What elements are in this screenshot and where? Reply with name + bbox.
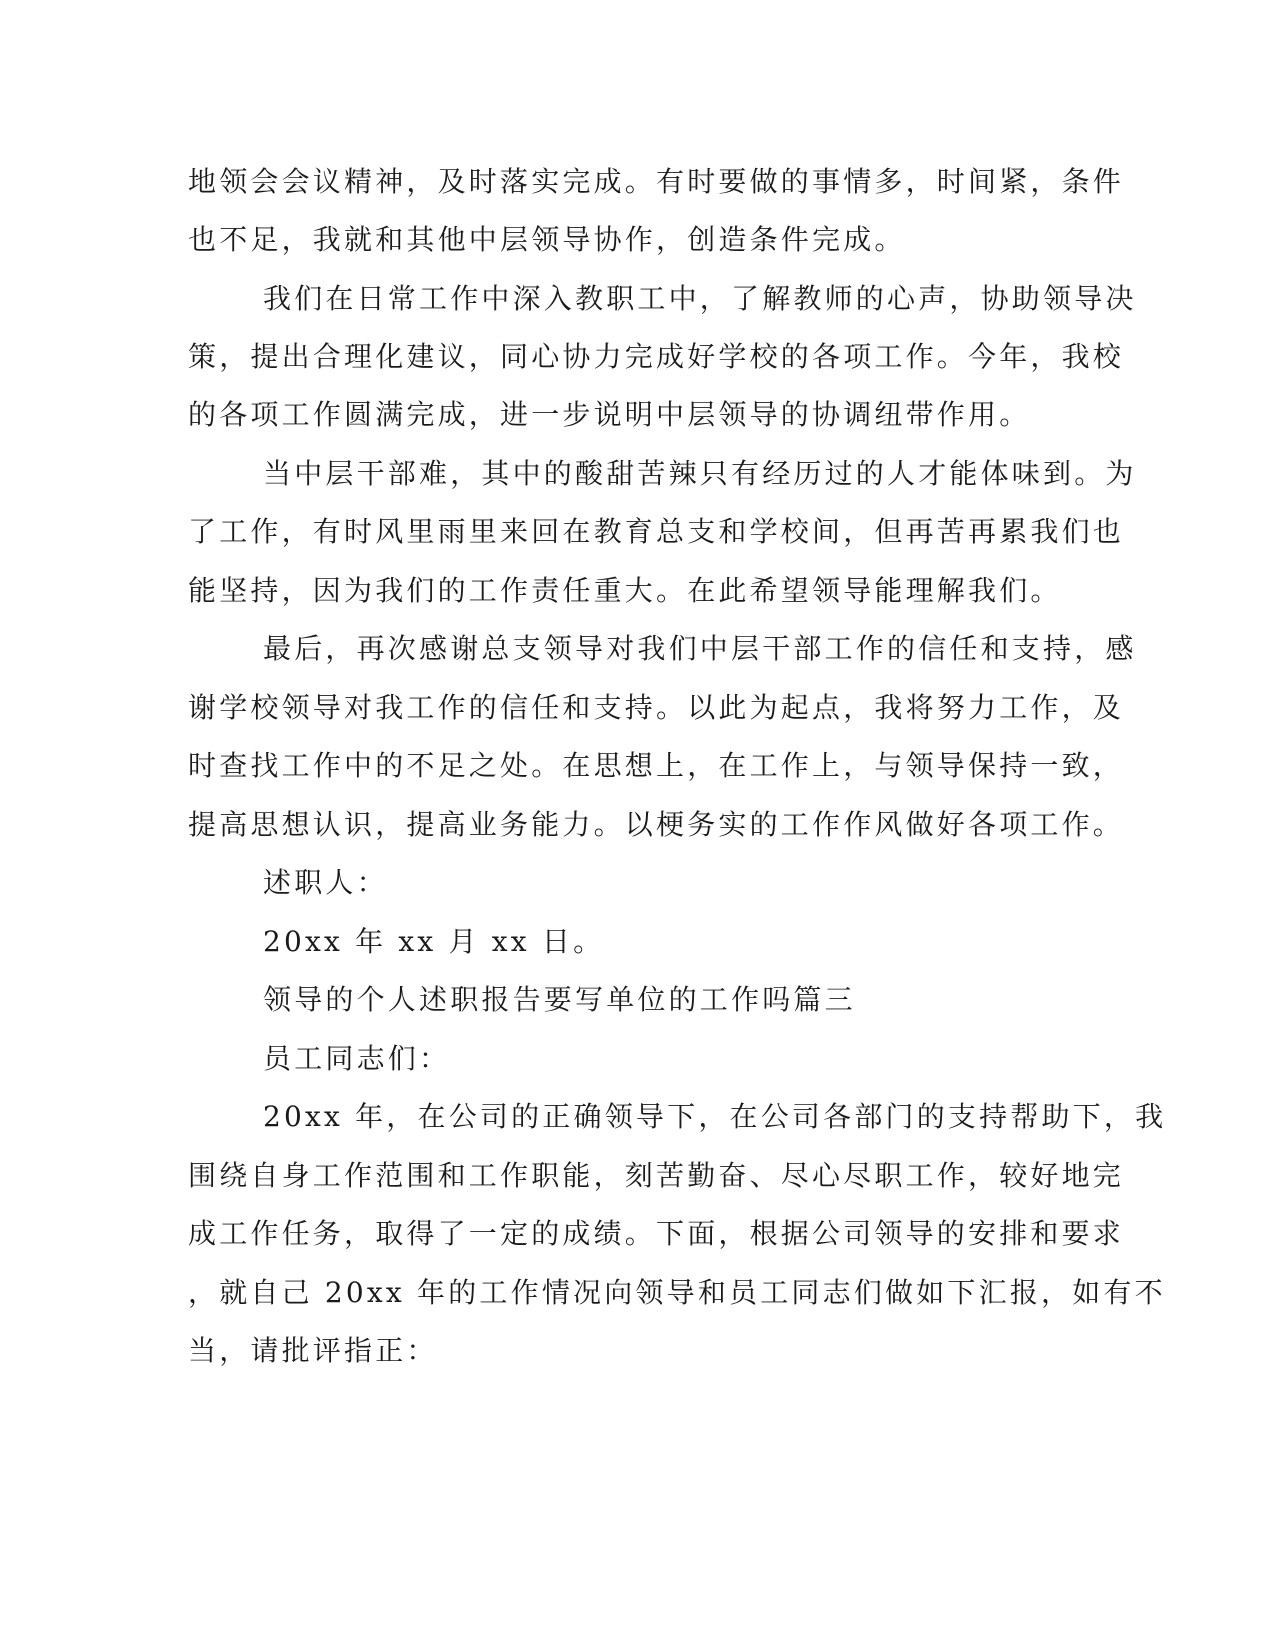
text-line: 地领会会议精神，及时落实完成。有时要做的事情多，时间紧，条件 (188, 165, 1125, 198)
text-line: 的各项工作圆满完成，进一步说明中层领导的协调纽带作用。 (188, 398, 1031, 431)
text-line: 谢学校领导对我工作的信任和支持。以此为起点，我将努力工作，及 (188, 691, 1125, 724)
text-line: 能坚持，因为我们的工作责任重大。在此希望领导能理解我们。 (188, 574, 1062, 607)
text-line: ，就自己 20xx 年的工作情况向领导和员工同志们做如下汇报，如有不 (188, 1276, 1166, 1309)
text-line: 也不足，我就和其他中层领导协作，创造条件完成。 (188, 223, 906, 256)
salutation: 员工同志们： (263, 1042, 451, 1075)
section-heading: 领导的个人述职报告要写单位的工作吗篇三 (263, 983, 856, 1016)
paragraph-start-line: 我们在日常工作中深入教职工中，了解教师的心声，协助领导决 (263, 282, 1137, 315)
text-line: 时查找工作中的不足之处。在思想上，在工作上，与领导保持一致， (188, 749, 1125, 782)
text-line: 提高思想认识，提高业务能力。以梗务实的工作作风做好各项工作。 (188, 808, 1125, 841)
date-line: 20xx 年 xx 月 xx 日。 (263, 925, 605, 958)
text-line: 了工作，有时风里雨里来回在教育总支和学校间，但再苦再累我们也 (188, 515, 1125, 548)
paragraph-start-line: 20xx 年，在公司的正确领导下，在公司各部门的支持帮助下，我 (263, 1100, 1167, 1133)
text-line: 成工作任务，取得了一定的成绩。下面，根据公司领导的安排和要求 (188, 1217, 1125, 1250)
paragraph-start-line: 当中层干部难，其中的酸甜苦辣只有经历过的人才能体味到。为 (263, 457, 1137, 490)
paragraph-start-line: 最后，再次感谢总支领导对我们中层干部工作的信任和支持，感 (263, 632, 1137, 665)
signature-label: 述职人： (263, 866, 388, 899)
text-line: 策，提出合理化建议，同心协力完成好学校的各项工作。今年，我校 (188, 340, 1125, 373)
text-line: 当，请批评指正： (188, 1334, 438, 1367)
text-line: 围绕自身工作范围和工作职能，刻苦勤奋、尽心尽职工作，较好地完 (188, 1159, 1125, 1192)
